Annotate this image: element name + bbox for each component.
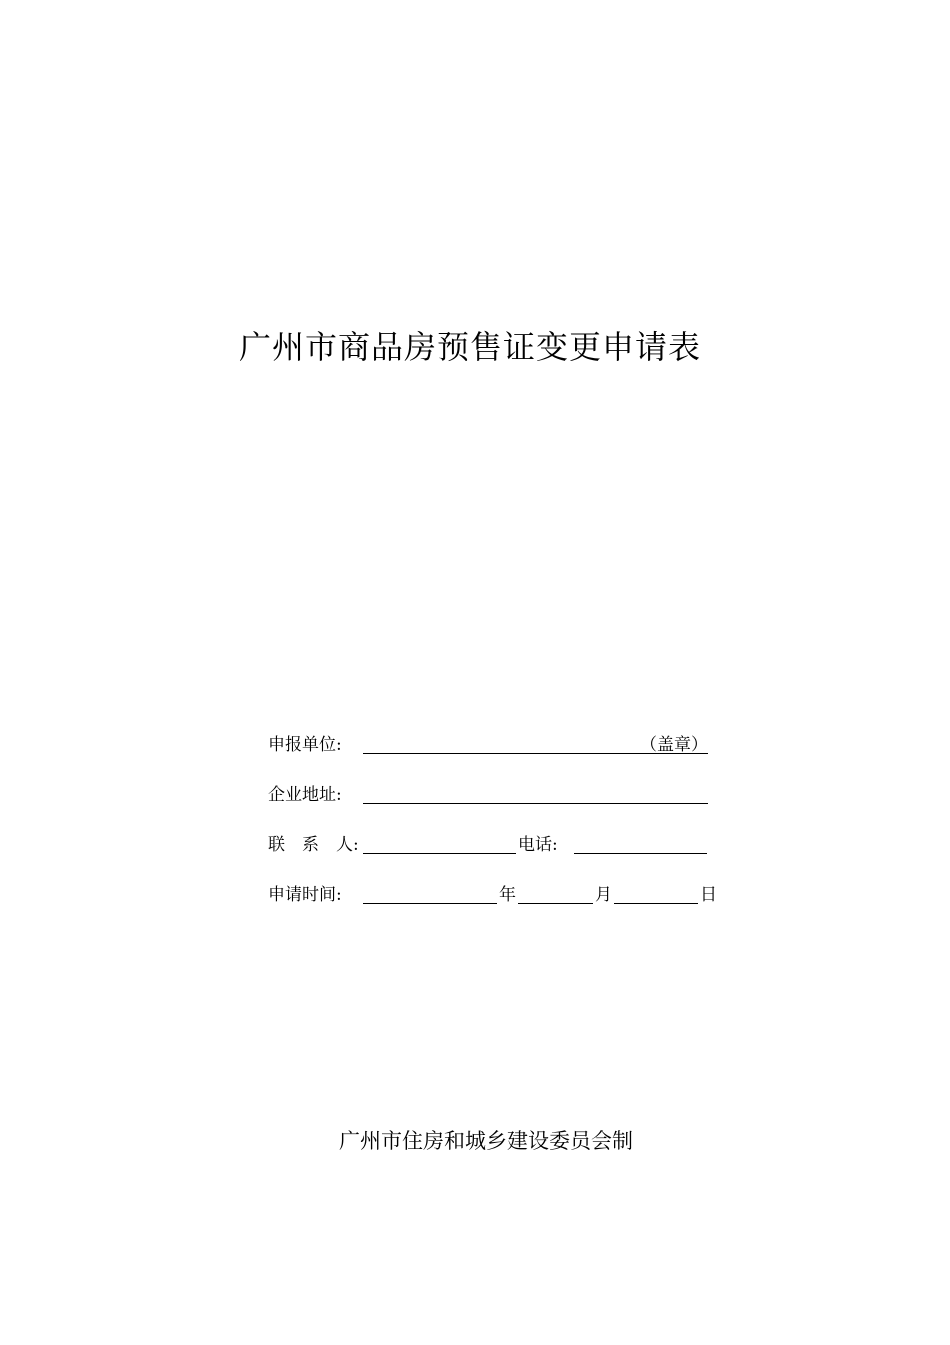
contact-label: 联 系 人: bbox=[268, 835, 359, 855]
year-unit: 年 bbox=[499, 885, 516, 905]
address-label: 企业地址: bbox=[268, 785, 342, 805]
phone-field[interactable] bbox=[574, 831, 707, 854]
seal-note: （盖章） bbox=[640, 735, 708, 755]
document-title: 广州市商品房预售证变更申请表 bbox=[238, 328, 701, 366]
contact-field[interactable] bbox=[363, 831, 516, 854]
month-field[interactable] bbox=[518, 881, 593, 904]
month-unit: 月 bbox=[595, 885, 612, 905]
contact-row bbox=[268, 828, 728, 856]
year-field[interactable] bbox=[363, 881, 497, 904]
day-unit: 日 bbox=[700, 885, 717, 905]
issuer-footer: 广州市住房和城乡建设委员会制 bbox=[339, 1129, 633, 1153]
address-field[interactable] bbox=[363, 781, 708, 804]
date-label: 申请时间: bbox=[268, 885, 342, 905]
applicant-row bbox=[268, 728, 728, 756]
day-field[interactable] bbox=[614, 881, 698, 904]
date-row bbox=[268, 878, 728, 906]
address-row bbox=[268, 778, 728, 806]
phone-label: 电话: bbox=[518, 835, 558, 855]
applicant-label: 申报单位: bbox=[268, 735, 342, 755]
